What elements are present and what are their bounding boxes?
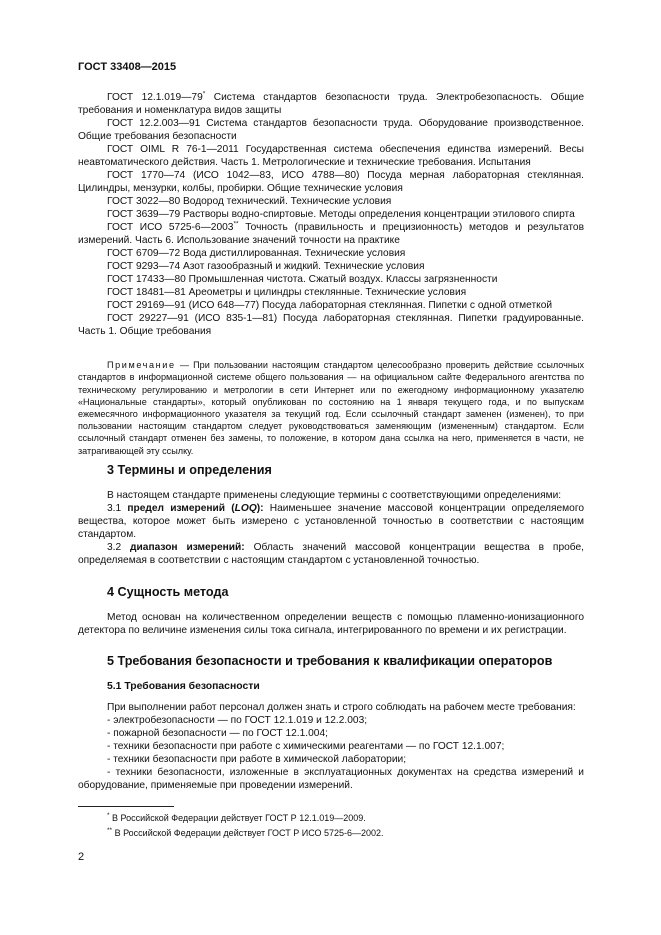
reference-item: ГОСТ 6709—72 Вода дистиллированная. Технические условия <box>107 248 406 259</box>
document-code-header: ГОСТ 33408—2015 <box>78 61 177 73</box>
references-note <box>78 359 584 457</box>
section-3-title: 3 Термины и определения <box>107 463 272 477</box>
footnote-2: ** В Российской Федерации действует ГОСТ Р ИСО 5725-6—2002. <box>107 827 384 838</box>
requirement-item: - техники безопасности, изложенные в эксплуатационных документах на средства измерений и оборудование, применяемые при проведении измерений. <box>78 767 584 791</box>
term-3-1-name: предел измерений (LOQ): <box>127 503 264 514</box>
term-3-2-name: диапазон измерений: <box>130 542 245 553</box>
reference-item: ГОСТ 9293—74 Азот газообразный и жидкий. Технические условия <box>107 261 425 272</box>
footnote-1: * В Российской Федерации действует ГОСТ Р 12.1.019—2009. <box>107 812 366 823</box>
footnote-divider <box>78 806 174 807</box>
reference-item: ГОСТ 12.1.019—79* Система стандартов безопасности труда. Электробезопасность. Общие требования и номенклатура видов защиты <box>78 90 584 116</box>
reference-item: ГОСТ ИСО 5725-6—2003** Точность (правильность и прецизионность) методов и результатов измерений. Часть 6. Использование значений точности на практике <box>78 220 584 246</box>
reference-item: ГОСТ 17433—80 Промышленная чистота. Сжатый воздух. Классы загрязненности <box>107 274 498 285</box>
reference-item: ГОСТ 18481—81 Ареометры и цилиндры стеклянные. Технические условия <box>107 287 467 298</box>
section-4-body <box>78 611 584 637</box>
normative-references-list <box>78 91 584 338</box>
reference-item: ГОСТ OIML R 76-1—2011 Государственная система обеспечения единства измерений. Весы неавтоматического действия. Часть 1. Метрологические и технические требования. Испытания <box>78 144 584 168</box>
section-4-title: 4 Сущность метода <box>107 585 229 599</box>
reference-item: ГОСТ 3022—80 Водород технический. Технические условия <box>107 196 392 207</box>
term-3-2: 3.2 диапазон измерений: Область значений массовой концентрации вещества в пробе, определяемая в соответствии с настоящим стандартом с установленной точностью. <box>78 542 584 566</box>
requirement-item: - техники безопасности при работе с химическими реагентами — по ГОСТ 12.1.007; <box>107 741 505 752</box>
section-3-body <box>78 489 584 567</box>
section-5-1-intro: При выполнении работ персонал должен знать и строго соблюдать на рабочем месте требования: <box>107 702 576 713</box>
reference-item: ГОСТ 29169—91 (ИСО 648—77) Посуда лабораторная стеклянная. Пипетки с одной отметкой <box>107 300 553 311</box>
reference-item: ГОСТ 3639—79 Растворы водно-спиртовые. Методы определения концентрации этилового спирта <box>107 209 575 220</box>
section-4-text: Метод основан на количественном определении веществ с помощью пламенно-ионизационного детектора по величине изменения силы тока сигнала, интегрированного по времени и их регистрации. <box>78 612 584 636</box>
reference-item: ГОСТ 1770—74 (ИСО 1042—83, ИСО 4788—80) Посуда мерная лабораторная стеклянная. Цилиндры, мензурки, колбы, пробирки. Общие технические условия <box>78 170 585 194</box>
requirement-item: - электробезопасности — по ГОСТ 12.1.019 и 12.2.003; <box>107 715 368 726</box>
footnote-mark: * <box>202 90 206 98</box>
section-5-1-title: 5.1 Требования безопасности <box>107 681 260 692</box>
reference-item: ГОСТ 29227—91 (ИСО 835-1—81) Посуда лабораторная стеклянная. Пипетки градуированные. Часть 1. Общие требования <box>78 313 584 337</box>
page-number: 2 <box>78 851 85 863</box>
requirement-item: - техники безопасности при работе в химической лаборатории; <box>107 754 407 765</box>
note-label: Примечание <box>107 360 176 371</box>
term-3-1: 3.1 предел измерений (LOQ): Наименьшее значение массовой концентрации определяемого вещества, которое может быть измерено с установленной точностью в соответствии с настоящим стандартом. <box>78 503 584 540</box>
note-text: — При пользовании настоящим стандартом целесообразно проверить действие ссылочных стандартов в информационной системе общего пользования — на официальном сайте Федерального агентства по техническому регулированию и метрологии в сети Интернет или по ежегодному информационному указателю «Национальные стандарты», который опубликован по состоянию на 1 января текущего года, и по выпускам ежемесячного информационного указателя за текущий год. Если ссылочный стандарт заменен (изменен), то при пользовании настоящим стандартом следует руководствоваться заменяющим (измененным) стандартом. Если ссылочный стандарт отменен без замены, то положение, в котором дана ссылка на него, применяется в части, не затрагивающей эту ссылку. <box>78 360 584 456</box>
section-5-1-body <box>78 701 584 792</box>
requirement-item: - пожарной безопасности — по ГОСТ 12.1.004; <box>107 728 328 739</box>
section-5-title: 5 Требования безопасности и требования к квалификации операторов <box>107 654 553 668</box>
reference-item: ГОСТ 12.2.003—91 Система стандартов безопасности труда. Оборудование производственное. Общие требования безопасности <box>78 118 584 142</box>
section-3-intro: В настоящем стандарте применены следующие термины с соответствующими определениями: <box>107 490 562 501</box>
footnote-mark: ** <box>233 220 239 228</box>
